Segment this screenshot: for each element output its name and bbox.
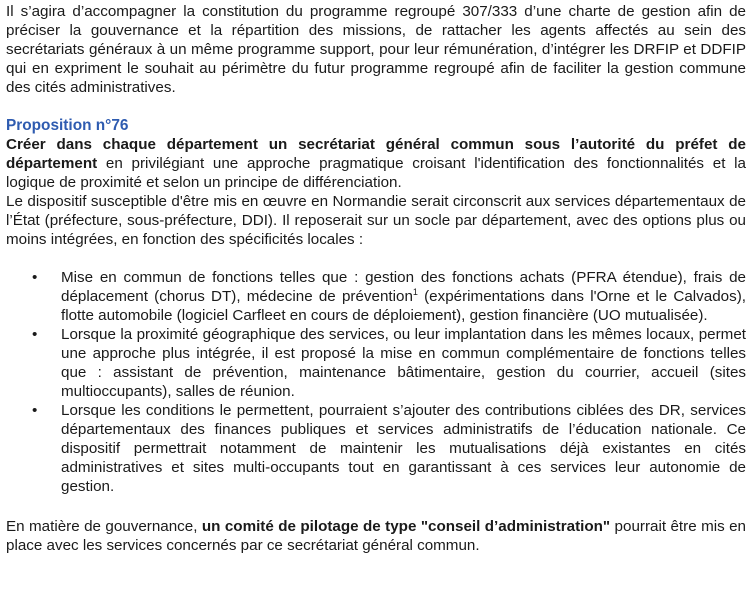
proposition-bold-lead: Créer dans chaque département un secrétariat général commun sous l’autorité du préfet de département	[6, 136, 746, 172]
bullet-icon: •	[32, 269, 38, 286]
proposition-lead	[6, 135, 746, 192]
footnote-marker[interactable]: 1	[412, 287, 418, 297]
list-item	[6, 325, 746, 401]
closing-text-start: En matière de gouvernance,	[6, 518, 202, 535]
closing-paragraph	[6, 517, 746, 555]
list-item-text-end: (expérimentations dans l'Orne et le Calvados), flotte automobile (logiciel Carfleet en cours de déploiement), gestion financière (UO mutualisée).	[61, 288, 746, 324]
proposition-lead-continuation: en privilégiant une approche pragmatique croisant l'identification des fonctionnalités et la logique de proximité et selon un principe de différenciation.	[6, 155, 746, 191]
list-item-text-start: Mise en commun de fonctions telles que : gestion des fonctions achats (PFRA étendue), frais de déplacement (chorus DT), médecine de prévention	[61, 269, 746, 305]
list-item-text: Lorsque la proximité géographique des services, ou leur implantation dans les mêmes locaux, permet une approche plus intégrée, il est proposé la mise en commun complémentaire de fonctions telles que : assistant de prévention, maintenance bâtimentaire, gestion du courrier, accueil (sites multioccupants), salles de réunion.	[61, 326, 746, 400]
proposition-description: Le dispositif susceptible d'être mis en œuvre en Normandie serait circonscrit aux services départementaux de l’État (préfecture, sous-préfecture, DDI). Il reposerait sur un socle par département, avec des options plus ou moins intégrées, en fonction des spécificités locales :	[6, 193, 746, 248]
intro-paragraph: Il s’agira d’accompagner la constitution du programme regroupé 307/333 d’une charte de gestion afin de préciser la gouvernance et la répartition des missions, de rattacher les agents affectés au sein des secrétariats généraux à un même programme support, pour leur rémunération, d’intégrer les DRFIP et DDFIP qui en expriment le souhait au périmètre du futur programme regroupé afin de faciliter la gestion commune des cités administratives.	[6, 3, 746, 96]
proposition-heading: Proposition n°76	[6, 117, 129, 134]
bullet-icon: •	[32, 326, 38, 343]
list-item	[6, 401, 746, 496]
closing-text-end: pourrait être mis en place avec les services concernés par ce secrétariat général commun.	[6, 518, 747, 554]
list-item-text: Lorsque les conditions le permettent, pourraient s’ajouter des contributions ciblées des DR, services départementaux des finances publiques et services administratifs de l’éducation nationale. Ce dispositif permettrait notamment de maintenir les mutualisations déjà existantes en cités administratives et sites multi-occupants tout en garantissant à ces services leur autonomie de gestion.	[61, 402, 746, 495]
options-list	[6, 268, 746, 496]
bullet-icon: •	[32, 402, 38, 419]
list-item	[6, 268, 746, 325]
closing-bold: un comité de pilotage de type "conseil d’administration"	[201, 518, 611, 535]
